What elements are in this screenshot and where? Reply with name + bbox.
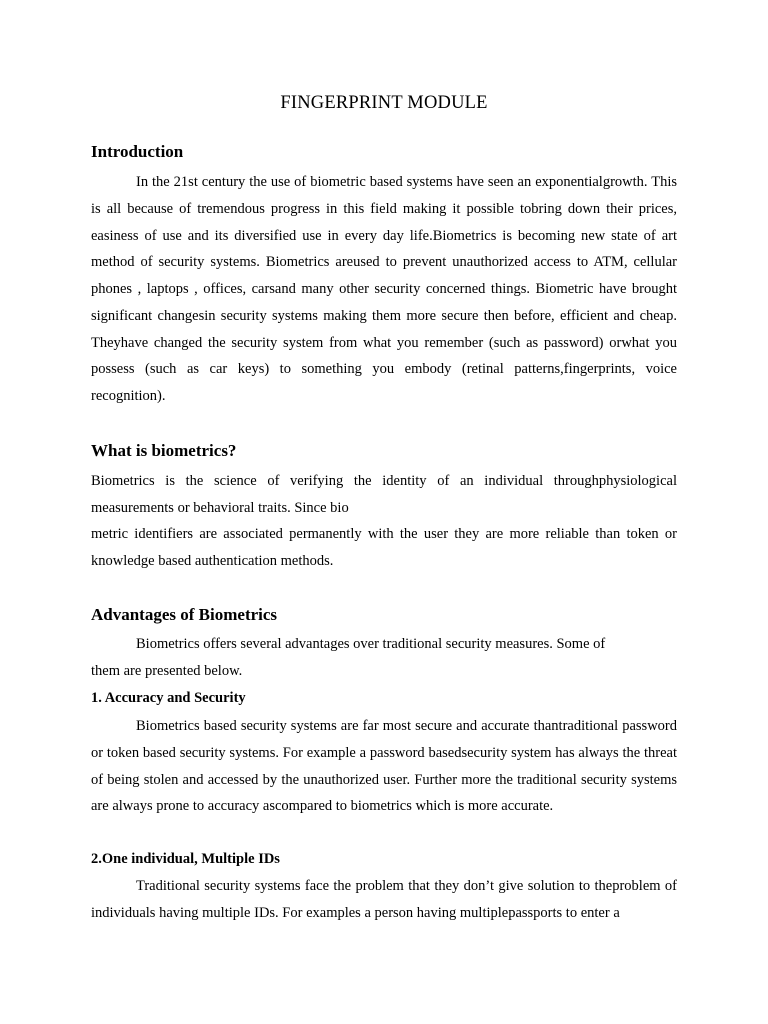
advantages-intro-line-2: them are presented below. (91, 663, 243, 679)
what-is-paragraph-1: Biometrics is the science of verifying the identity of an individual throughphysiological measurements or behavioral traits. Since bio (91, 473, 677, 516)
advantages-intro-line-1: Biometrics offers several advantages over traditional security measures. Some of (136, 636, 606, 652)
section-heading-advantages: Advantages of Biometrics (91, 605, 278, 624)
section-heading-introduction: Introduction (91, 142, 184, 161)
section-heading-what-is-biometrics: What is biometrics? (91, 441, 237, 460)
advantage-paragraph-multiple-ids: Traditional security systems face the problem that they don’t give solution to theproblem of individuals having multiple IDs. For examples a person having multiplepassports to enter a (91, 878, 677, 921)
advantage-heading-multiple-ids: 2.One individual, Multiple IDs (91, 851, 280, 867)
advantage-paragraph-accuracy-security: Biometrics based security systems are far most secure and accurate thantraditional password or token based security systems. For example a password basedsecurity system has always the threat of being stolen and accessed by the unauthorized user. Further more the traditional security systems are always prone to accuracy ascompared to biometrics which is more accurate. (91, 718, 677, 815)
what-is-paragraph-2: metric identifiers are associated permanently with the user they are more reliable than token or knowledge based authentication methods. (91, 526, 677, 569)
document-title: FINGERPRINT MODULE (280, 93, 488, 113)
advantage-heading-accuracy-security: 1. Accuracy and Security (91, 690, 246, 706)
introduction-paragraph: In the 21st century the use of biometric based systems have seen an exponentialgrowth. This is all because of tremendous progress in this field making it possible tobring down their prices, easiness of use and its diversified use in every day life.Biometrics is becoming new state of art method of security systems. Biometrics areused to prevent unauthorized access to ATM, cellular phones , laptops , offices, carsand many other security concerned things. Biometric have brought significant changesin security systems making them more secure then before, efficient and cheap. Theyhave changed the security system from what you remember (such as password) orwhat you possess (such as car keys) to something you embody (retinal patterns,fingerprints, voice recognition). (91, 174, 677, 404)
